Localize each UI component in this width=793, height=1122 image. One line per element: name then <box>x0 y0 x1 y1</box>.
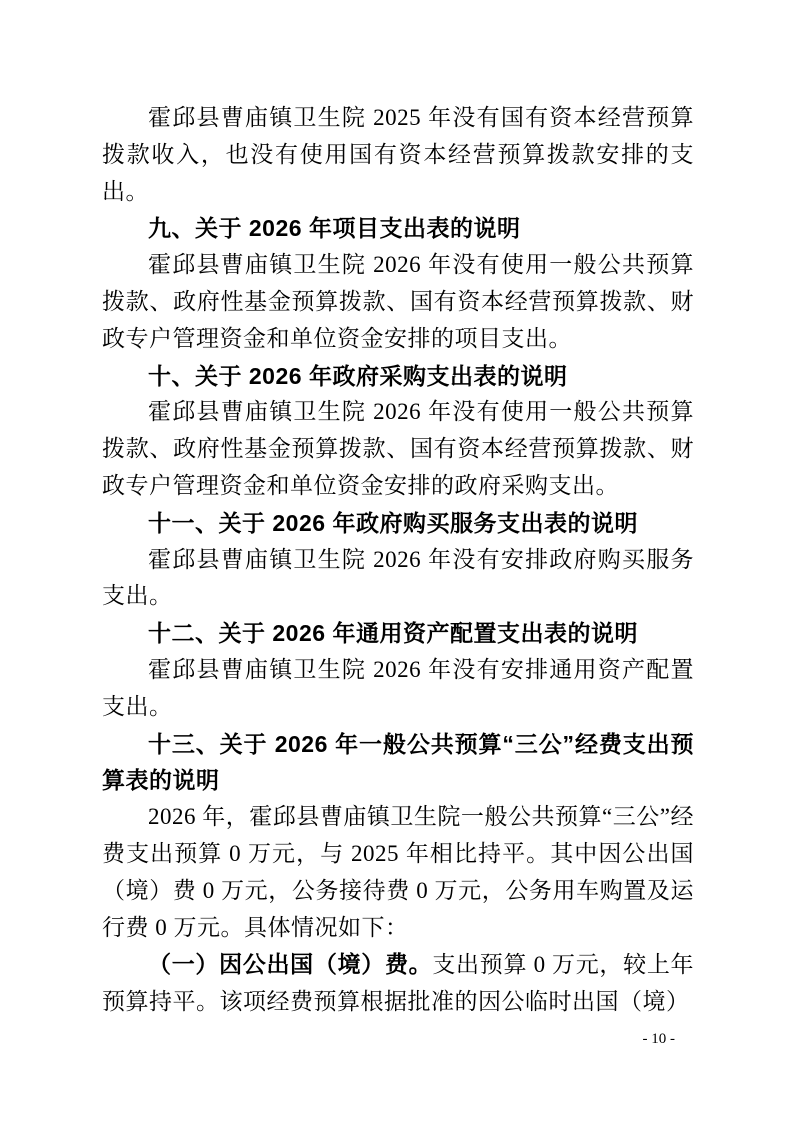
paragraph-overseas-travel <box>102 946 694 1021</box>
paragraph-overseas-travel-lead: （一）因公出国（境）费。 <box>148 951 433 978</box>
section-heading-9: 九、关于 2026 年项目支出表的说明 <box>148 215 521 242</box>
section-heading-10: 十、关于 2026 年政府采购支出表的说明 <box>148 362 568 389</box>
page-number: - 10 - <box>642 1031 675 1047</box>
paragraph-project-expenditure: 霍邱县曹庙镇卫生院 2026 年没有使用一般公共预算拨款、政府性基金预算拨款、国有资本经营预算拨款、财政专户管理资金和单位资金安排的项目支出。 <box>102 252 694 351</box>
section-heading-13: 十三、关于 2026 年一般公共预算“三公”经费支出预算表的说明 <box>102 730 694 794</box>
paragraph-government-procurement: 霍邱县曹庙镇卫生院 2026 年没有使用一般公共预算拨款、政府性基金预算拨款、国有资本经营预算拨款、财政专户管理资金和单位资金安排的政府采购支出。 <box>102 399 694 498</box>
paragraph-asset-allocation: 霍邱县曹庙镇卫生院 2026 年没有安排通用资产配置支出。 <box>102 656 694 719</box>
paragraph-purchased-services: 霍邱县曹庙镇卫生院 2026 年没有安排政府购买服务支出。 <box>102 546 694 609</box>
paragraph-state-capital-2025: 霍邱县曹庙镇卫生院 2025 年没有国有资本经营预算拨款收入，也没有使用国有资本经营预算拨款安排的支出。 <box>102 105 694 204</box>
section-heading-11: 十一、关于 2026 年政府购买服务支出表的说明 <box>148 509 638 536</box>
section-heading-12: 十二、关于 2026 年通用资产配置支出表的说明 <box>148 620 638 647</box>
paragraph-three-public-overview: 2026 年，霍邱县曹庙镇卫生院一般公共预算“三公”经费支出预算 0 万元，与 2025 年相比持平。其中因公出国（境）费 0 万元，公务接待费 0 万元，公务用车购置及运行费 0 万元。具体情况如下： <box>102 804 694 940</box>
paragraph-overseas-travel-body: 支出预算 0 万元，较上年预算持平。该项经费预算根据批准的因公临时出国（境） <box>102 952 695 1015</box>
